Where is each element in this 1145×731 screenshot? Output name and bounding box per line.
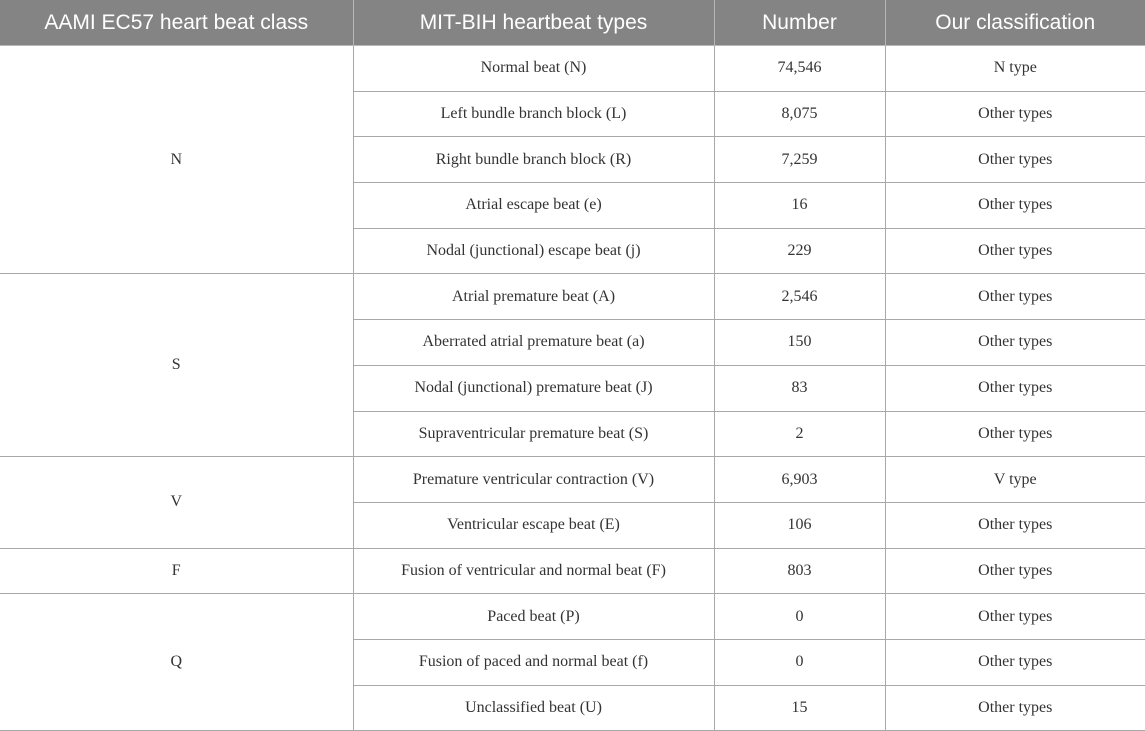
table-body [0, 46, 1145, 731]
classification-cell: Other types [885, 548, 1145, 594]
type-cell: Atrial premature beat (A) [353, 274, 714, 320]
number-cell: 2,546 [714, 274, 885, 320]
type-cell: Paced beat (P) [353, 594, 714, 640]
type-cell: Ventricular escape beat (E) [353, 502, 714, 548]
type-cell: Supraventricular premature beat (S) [353, 411, 714, 457]
classification-cell: Other types [885, 502, 1145, 548]
header-our-classification: Our classification [885, 0, 1145, 46]
number-cell: 15 [714, 685, 885, 731]
table-header [0, 0, 1145, 46]
type-cell: Fusion of ventricular and normal beat (F) [353, 548, 714, 594]
number-cell: 83 [714, 365, 885, 411]
header-mitbih-types: MIT-BIH heartbeat types [353, 0, 714, 46]
table-row [0, 548, 1145, 594]
type-cell: Nodal (junctional) premature beat (J) [353, 365, 714, 411]
type-cell: Right bundle branch block (R) [353, 137, 714, 183]
type-cell: Left bundle branch block (L) [353, 91, 714, 137]
class-cell-v: V [0, 457, 353, 548]
number-cell: 7,259 [714, 137, 885, 183]
classification-cell: Other types [885, 639, 1145, 685]
table-row [0, 594, 1145, 640]
classification-cell: Other types [885, 365, 1145, 411]
classification-cell: Other types [885, 320, 1145, 366]
number-cell: 229 [714, 228, 885, 274]
type-cell: Fusion of paced and normal beat (f) [353, 639, 714, 685]
classification-cell: Other types [885, 137, 1145, 183]
class-cell-f: F [0, 548, 353, 594]
number-cell: 150 [714, 320, 885, 366]
table-row [0, 46, 1145, 92]
classification-cell: Other types [885, 183, 1145, 229]
number-cell: 0 [714, 594, 885, 640]
type-cell: Premature ventricular contraction (V) [353, 457, 714, 503]
number-cell: 106 [714, 502, 885, 548]
type-cell: Unclassified beat (U) [353, 685, 714, 731]
header-aami-class: AAMI EC57 heart beat class [0, 0, 353, 46]
header-row [0, 0, 1145, 46]
classification-cell: Other types [885, 411, 1145, 457]
classification-cell: Other types [885, 274, 1145, 320]
type-cell: Normal beat (N) [353, 46, 714, 92]
classification-cell: Other types [885, 228, 1145, 274]
number-cell: 2 [714, 411, 885, 457]
class-cell-s: S [0, 274, 353, 457]
number-cell: 6,903 [714, 457, 885, 503]
classification-cell: V type [885, 457, 1145, 503]
classification-cell: Other types [885, 685, 1145, 731]
classification-cell: Other types [885, 91, 1145, 137]
number-cell: 0 [714, 639, 885, 685]
class-cell-q: Q [0, 594, 353, 731]
type-cell: Nodal (junctional) escape beat (j) [353, 228, 714, 274]
number-cell: 8,075 [714, 91, 885, 137]
table-row [0, 274, 1145, 320]
header-number: Number [714, 0, 885, 46]
number-cell: 16 [714, 183, 885, 229]
table-row [0, 457, 1145, 503]
type-cell: Atrial escape beat (e) [353, 183, 714, 229]
class-cell-n: N [0, 46, 353, 274]
classification-cell: Other types [885, 594, 1145, 640]
number-cell: 74,546 [714, 46, 885, 92]
number-cell: 803 [714, 548, 885, 594]
type-cell: Aberrated atrial premature beat (a) [353, 320, 714, 366]
classification-cell: N type [885, 46, 1145, 92]
